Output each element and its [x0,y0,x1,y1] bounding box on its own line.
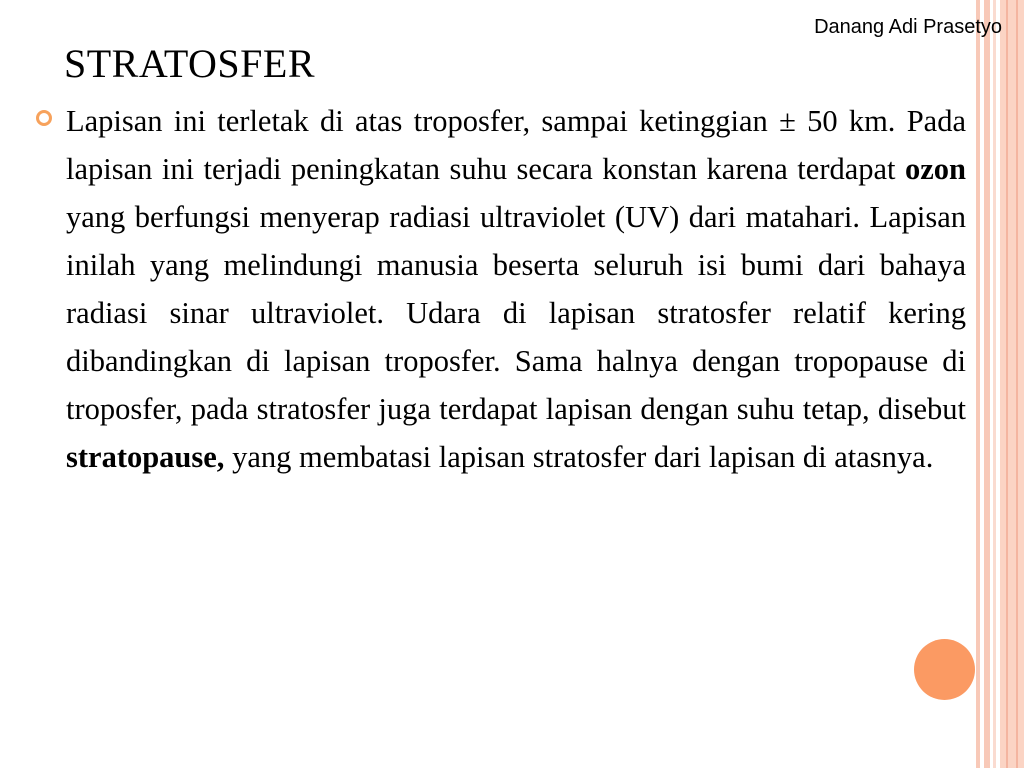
side-stripe [993,0,996,768]
side-stripe [1006,0,1008,768]
body-text: Lapisan ini terletak di atas troposfer, sampai ketinggian ± 50 km. Pada lapisan ini terjadi peningkatan suhu secara konstan karena terdapat [66,104,966,186]
slide-title: STRATOSFER [64,41,316,86]
side-stripe [976,0,980,768]
body-bold-term: stratopause, [66,440,225,474]
body-text: yang berfungsi menyerap radiasi ultraviolet (UV) dari matahari. Lapisan inilah yang melindungi manusia beserta seluruh isi bumi dari bahaya radiasi sinar ultraviolet. Udara di lapisan stratosfer relatif kering dibandingkan di lapisan troposfer. Sama halnya dengan tropopause di troposfer, pada stratosfer juga terdapat lapisan dengan suhu tetap, disebut [66,200,966,426]
body-paragraph [66,97,966,481]
decorative-circle-icon [914,639,975,700]
side-stripe [1000,0,1024,768]
ring-bullet-icon [36,110,52,126]
side-stripe [1016,0,1018,768]
body-text: yang membatasi lapisan stratosfer dari lapisan di atasnya. [224,440,934,474]
author-name: Danang Adi Prasetyo [814,16,1002,38]
side-stripe [984,0,990,768]
body-bold-term: ozon [905,152,966,186]
